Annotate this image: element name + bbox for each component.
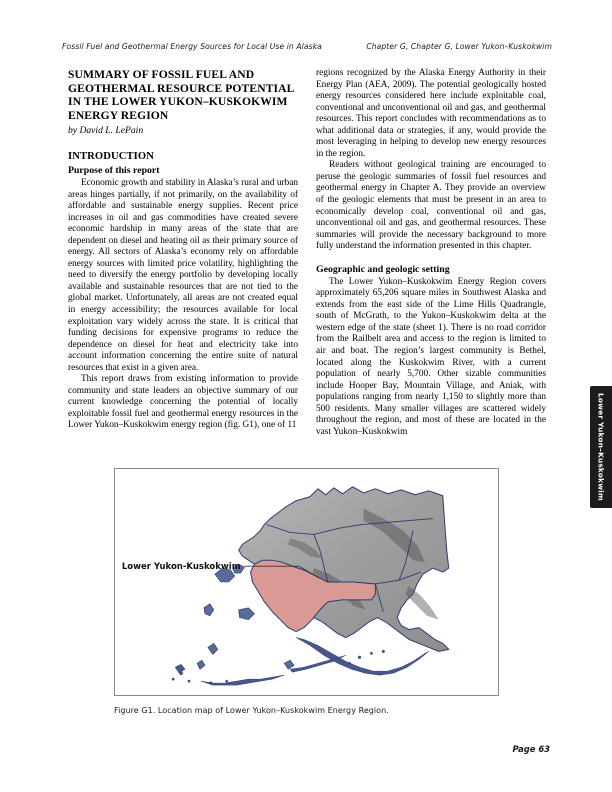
- paragraph-intro-2-continued: regions recognized by the Alaska Energy Authority in their Energy Plan (AEA, 2009). The potential geologically hosted energy resources considered here include exploitable coal, conventional and unconventional oil and gas, and geothermal resources. This report concludes with recommendations as to what additional data or strategies, if any, would provide the most leveraging in helping to develop new energy resources in the region.: [316, 68, 546, 159]
- page-title: SUMMARY OF FOSSIL FUEL AND GEOTHERMAL RESOURCE POTENTIAL IN THE LOWER YUKON–KUSKOKWIM ENERGY REGION: [68, 68, 294, 122]
- author-byline: by David L. LePain: [68, 125, 144, 137]
- running-header: [62, 42, 552, 51]
- map-region-label: Lower Yukon-Kuskokwim: [121, 562, 241, 573]
- body-columns: [68, 68, 546, 438]
- page-number: Page 63: [512, 744, 550, 754]
- figure-caption: Figure G1. Location map of Lower Yukon–Kuskokwim Energy Region.: [114, 706, 389, 715]
- chapter-side-tab: [590, 386, 612, 508]
- paragraph-intro-3: Readers without geological training are encouraged to peruse the geologic summaries of fossil fuel resources and geothermal energy in Chapter A. They provide an overview of the geologic elements that must be present in an area to economically develop coal, conventional oil and gas, unconventional oil and gas, and geothermal resources. These summaries will provide the necessary background to more fully understand the information presented in this chapter.: [316, 160, 546, 252]
- chapter-side-tab-label: Lower Yukon–Kuskokwim: [596, 393, 606, 501]
- subsection-heading-purpose: Purpose of this report: [68, 164, 160, 176]
- paragraph-intro-2-start: This report draws from existing information to provide community and state leaders an objective summary of our current knowledge concerning the potential of locally exploitable fossil fuel and geothermal energy resources in the Lower Yukon–Kuskokwim energy region (fig. G1), one of 11: [68, 374, 298, 431]
- subsection-heading-geographic-setting: Geographic and geologic setting: [316, 263, 450, 275]
- alaska-map-svg: [115, 469, 498, 695]
- running-header-left: Fossil Fuel and Geothermal Energy Sources for Local Use in Alaska: [62, 42, 322, 51]
- left-column: [68, 68, 298, 438]
- paragraph-intro-1: Economic growth and stability in Alaska’s rural and urban areas hinges partially, if not primarily, on the availability of affordable and sustainable energy supplies. Recent price increases in oil and gas commodities have created severe economic hardship in many areas of the state that are dependent on diesel and heating oil as their primary source of energy. All sectors of Alaska’s economy rely on affordable energy sources with limited price volatility, highlighting the need to diversify the energy portfolio by developing locally available and sustainable resources that are not tied to the global market. Unfortunately, all areas are not created equal in energy accessibility; the resources available for local exploitation vary widely across the state. It is critical that funding decisions for expensive programs to reduce the dependence on diesel for heat and electricity take into account information concerning the entire suite of natural resources that exist in a given area.: [68, 177, 298, 373]
- section-heading-introduction: INTRODUCTION: [68, 151, 154, 163]
- figure-location-map: [114, 468, 499, 696]
- paragraph-setting-1: The Lower Yukon–Kuskokwim Energy Region covers approximately 65,206 square miles in Southwest Alaska and extends from the east side of the Lime Hills Quadrangle, south of McGrath, to the Yukon–Kuskokwim delta at the western edge of the state (sheet 1). There is no road corridor from the Railbelt area and access to the region is limited to air and boat. The region’s largest community is Bethel, located along the Kuskokwim River, with a current population of nearly 5,700. Other sizable communities include Hooper Bay, Mountain Village, and Aniak, with populations ranging from nearly 1,150 to slightly more than 500 residents. Many smaller villages are scattered widely throughout the region, and most of these are located in the vast Yukon–Kuskokwim: [316, 276, 546, 437]
- running-header-right: Chapter G, Chapter G, Lower Yukon–Kuskokwim: [366, 42, 552, 51]
- right-column: [316, 68, 546, 438]
